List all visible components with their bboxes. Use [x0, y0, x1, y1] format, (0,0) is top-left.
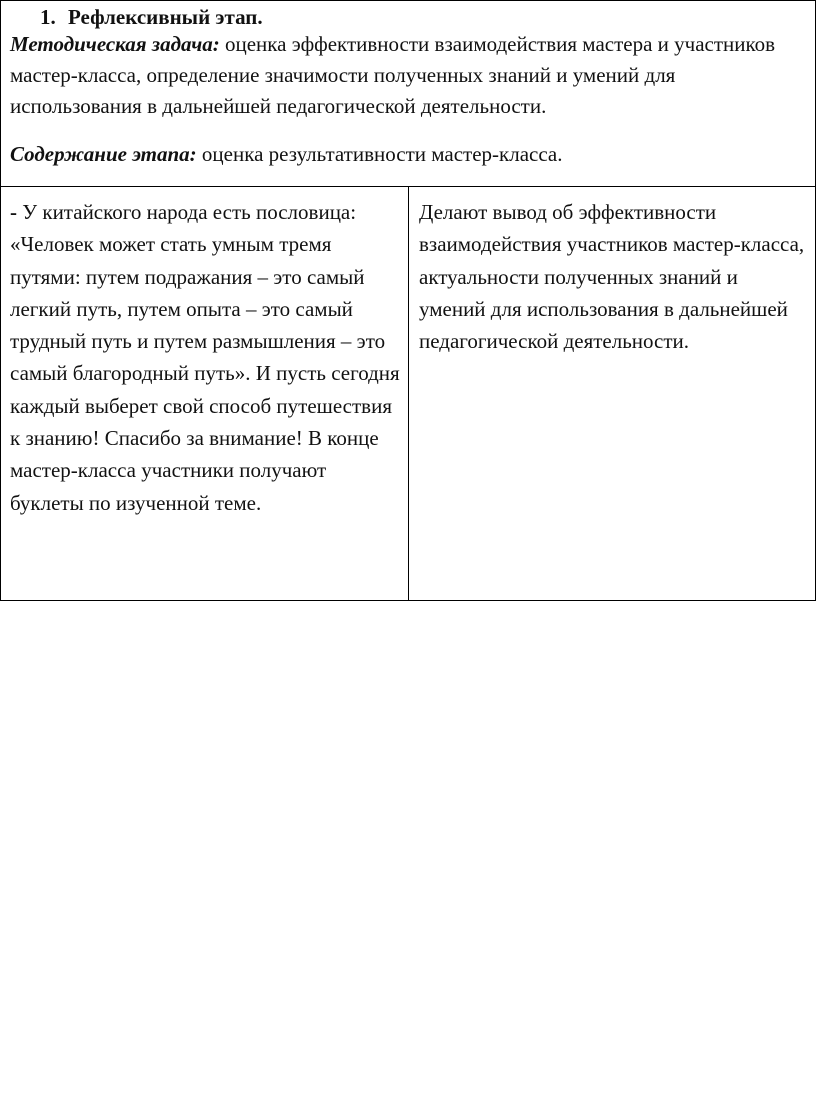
teacher-activity-cell [1, 187, 409, 600]
stage-content-label: Содержание этапа: [10, 142, 197, 166]
participants-activity-cell [409, 187, 815, 600]
participants-activity-text: Делают вывод об эффективности взаимодействия участников мастер-класса, актуальности полученных знаний и умений для использования в дальнейшей педагогической деятельности. [419, 200, 805, 354]
stage-row [1, 187, 815, 600]
teacher-activity-text: У китайского народа есть пословица: «Человек может стать умным тремя путями: путем подражания – это самый легкий путь, путем опыта – это самый трудный путь и путем размышления – это самый благородный путь». И пусть сегодня каждый выберет свой способ путешествия к знанию! Спасибо за внимание! В конце мастер-класса участники получают буклеты по изученной теме. [10, 200, 400, 515]
stage-content-paragraph [10, 139, 807, 170]
stage-content-text: оценка результативности мастер-класса. [196, 142, 563, 166]
list-dash: - [10, 200, 17, 224]
method-task-label: Методическая задача: [10, 32, 220, 56]
stage-number: 1. [40, 5, 56, 29]
stage-title-text: Рефлексивный этап. [68, 5, 263, 29]
method-task-paragraph [10, 29, 807, 122]
method-task-text: оценка эффективности взаимодействия мастера и участников мастер-класса, определение значимости полученных знаний и умений для использования в дальнейшей педагогической деятельности. [10, 32, 776, 118]
stage-header-cell [1, 1, 815, 187]
stage-title [10, 5, 807, 29]
